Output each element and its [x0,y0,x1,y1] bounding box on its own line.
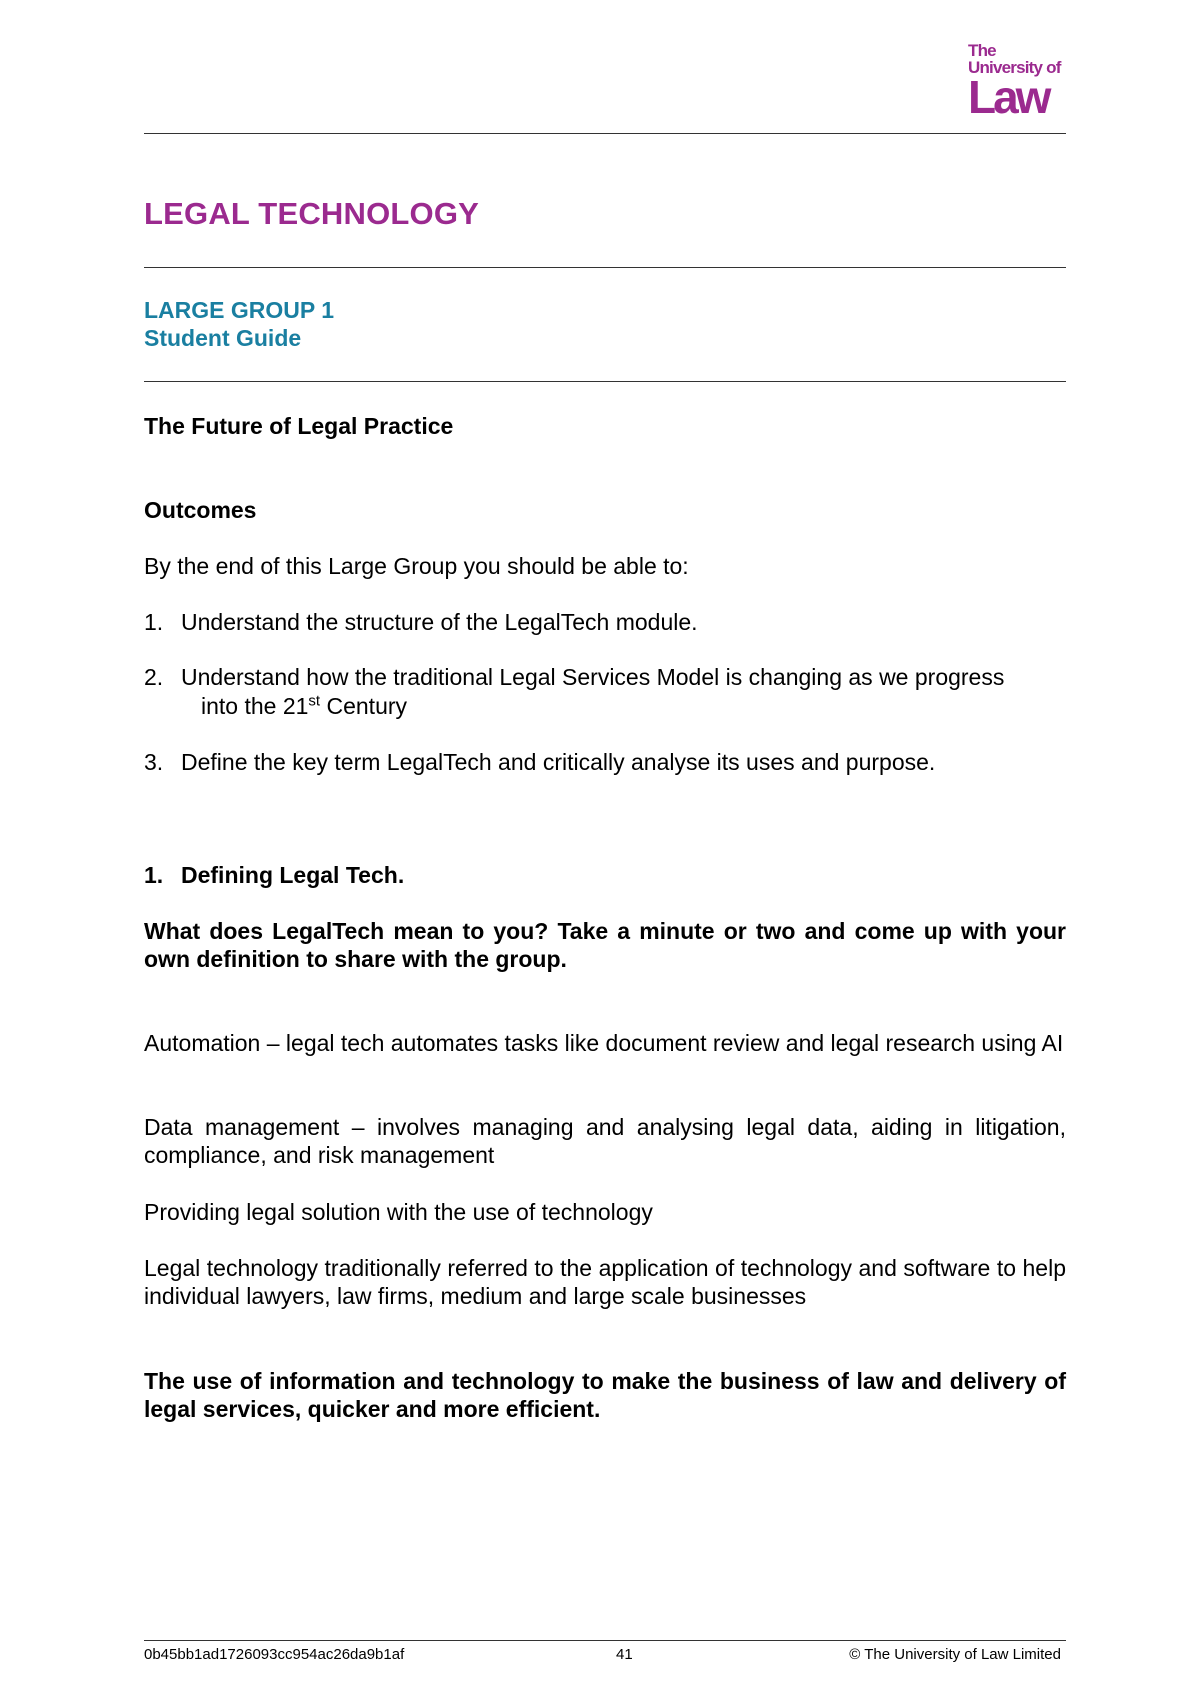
outcome-item: Define the key term LegalTech and critically analyse its uses and purpose. [181,749,936,775]
section-heading: Defining Legal Tech. [181,862,405,888]
section-number: 1. [144,862,164,888]
answer-paragraph: Legal technology traditionally referred to the application of technology and software to help individual lawyers, law firms, medium and large scale businesses [144,1255,1066,1309]
header-divider [144,133,1066,134]
topic-heading: The Future of Legal Practice [144,413,454,439]
footer-divider [144,1640,1066,1641]
answer-paragraph: Automation – legal tech automates tasks like document review and legal research using AI [144,1030,1064,1056]
session-label: LARGE GROUP 1 [144,297,334,323]
university-logo [968,41,1062,123]
subtitle-divider [144,381,1066,382]
logo-line-3: Law [968,71,1049,123]
outcome-number: 1. [144,609,164,635]
document-id: 0b45bb1ad1726093cc954ac26da9b1af [144,1646,405,1663]
page-title: LEGAL TECHNOLOGY [144,196,480,231]
logo-line-1: The [968,41,996,60]
answer-paragraph: Providing legal solution with the use of technology [144,1199,653,1225]
outcomes-intro: By the end of this Large Group you should be able to: [144,553,689,579]
outcome-number: 2. [144,664,164,690]
answer-paragraph: Data management – involves managing and analysing legal data, aiding in litigation, compliance, and risk management [144,1114,1066,1168]
outcomes-heading: Outcomes [144,497,257,523]
outcome-item-continuation: into the 21st Century [201,692,408,719]
outcome-item: Understand the structure of the LegalTech module. [181,609,698,635]
guide-label: Student Guide [144,325,302,351]
logo-line-2: University of [968,58,1061,77]
page-number: 41 [616,1646,633,1663]
outcome-item: Understand how the traditional Legal Services Model is changing as we progress [181,664,1005,690]
outcome-number: 3. [144,749,164,775]
definition-paragraph: The use of information and technology to make the business of law and delivery of legal services, quicker and more efficient. [144,1368,1066,1422]
copyright-notice: © The University of Law Limited [849,1646,1061,1663]
title-divider [144,267,1066,268]
discussion-question: What does LegalTech mean to you? Take a minute or two and come up with your own definition to share with the group. [144,918,1066,972]
